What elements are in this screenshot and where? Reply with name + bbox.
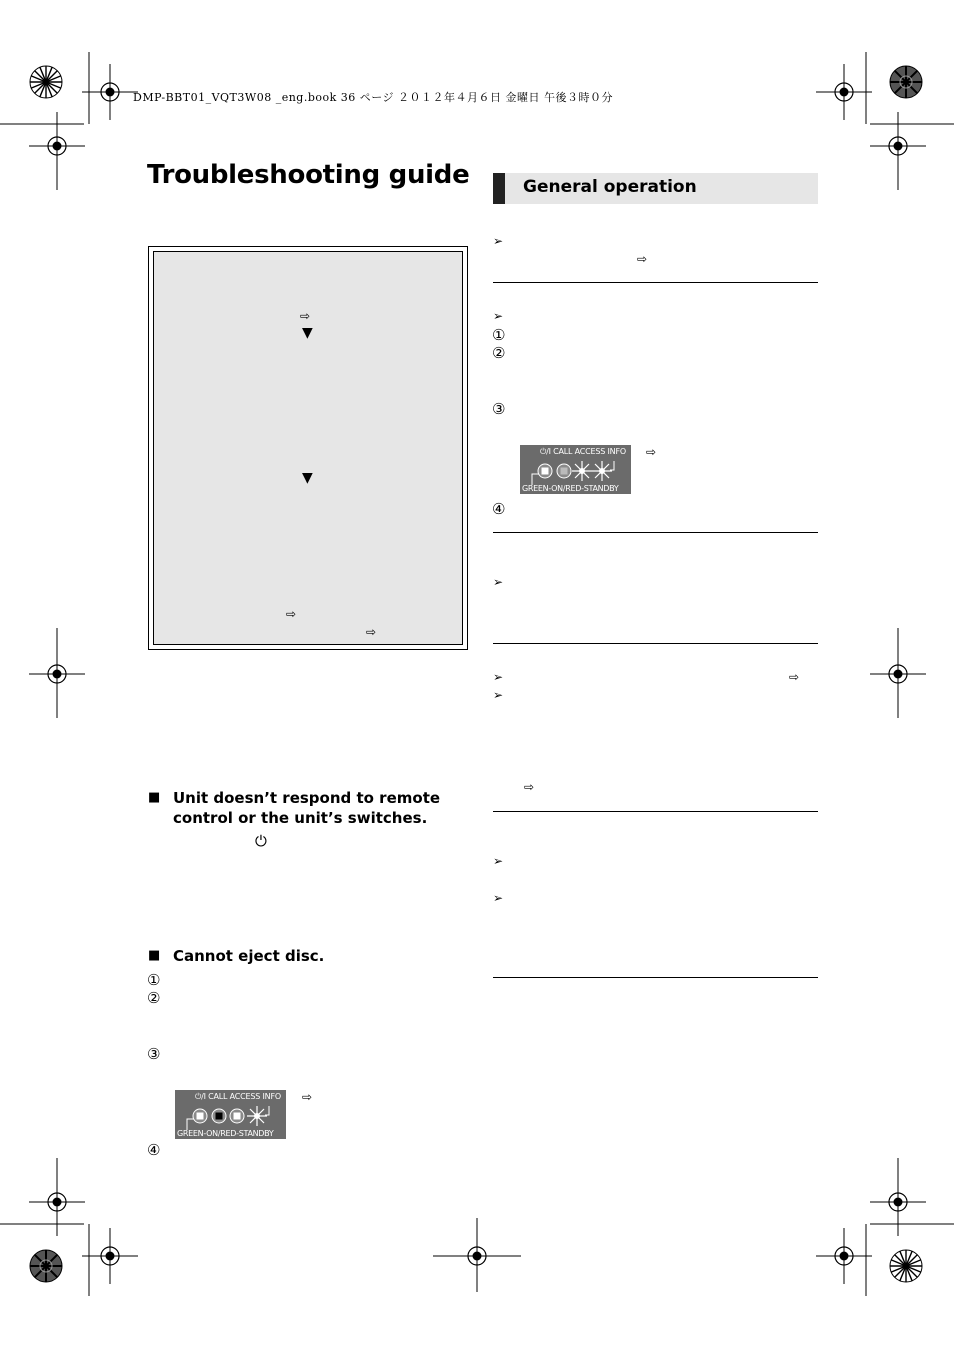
step-1-marker: ① [147,971,161,989]
page-title: Troubleshooting guide [147,160,470,190]
step-2-marker: ② [147,989,161,1007]
divider [493,282,818,283]
reference-arrow-icon: ⇨ [637,252,648,266]
divider [493,643,818,644]
power-icon: ⏻ [255,832,267,850]
bullet-icon: ➢ [493,891,504,905]
panel-bottom-label: GREEN-ON/RED-STANDBY [177,1129,274,1138]
step-4-marker: ④ [147,1141,161,1159]
reference-arrow-icon: ⇨ [646,445,657,459]
section-title: General operation [523,177,697,197]
question-line: control or the unit’s switches. [173,809,428,827]
front-panel-indicator-image [520,445,631,494]
bullet-icon: ➢ [493,575,504,589]
reference-arrow-icon: ⇨ [524,780,535,794]
bullet-icon: ➢ [493,234,504,248]
bullet-icon: ➢ [493,309,504,323]
bullet-icon: ➢ [493,854,504,868]
panel-top-label: ⏻/I CALL ACCESS INFO [195,1092,281,1101]
bullet-icon: ➢ [493,670,504,684]
panel-top-label: ⏻/I CALL ACCESS INFO [540,447,626,456]
divider [493,977,818,978]
step-2-marker: ② [492,344,506,362]
section-heading-marker [493,173,505,204]
bullet-icon: ➢ [493,688,504,702]
question-heading [173,788,440,828]
down-triangle-icon: ▼ [302,470,313,486]
front-panel-indicator-image [175,1090,286,1139]
reference-arrow-icon: ⇨ [789,670,800,684]
question-line: Unit doesn’t respond to remote [173,789,441,807]
divider [493,811,818,812]
panel-bottom-label: GREEN-ON/RED-STANDBY [522,484,619,493]
question-marker: ■ [148,948,161,963]
step-1-marker: ① [492,326,506,344]
question-marker: ■ [148,790,161,805]
down-triangle-icon: ▼ [302,325,313,341]
reference-arrow-icon: ⇨ [366,625,377,639]
reference-arrow-icon: ⇨ [286,607,297,621]
step-4-marker: ④ [492,500,506,518]
divider [493,532,818,533]
reference-arrow-icon: ⇨ [300,309,311,323]
step-3-marker: ③ [147,1045,161,1063]
question-heading: Cannot eject disc. [173,947,325,965]
file-header: DMP-BBT01_VQT3W08 _eng.book 36 ページ ２０１２年４月６日 金曜日 午後３時０分 [133,91,614,104]
reference-arrow-icon: ⇨ [302,1090,313,1104]
step-3-marker: ③ [492,400,506,418]
